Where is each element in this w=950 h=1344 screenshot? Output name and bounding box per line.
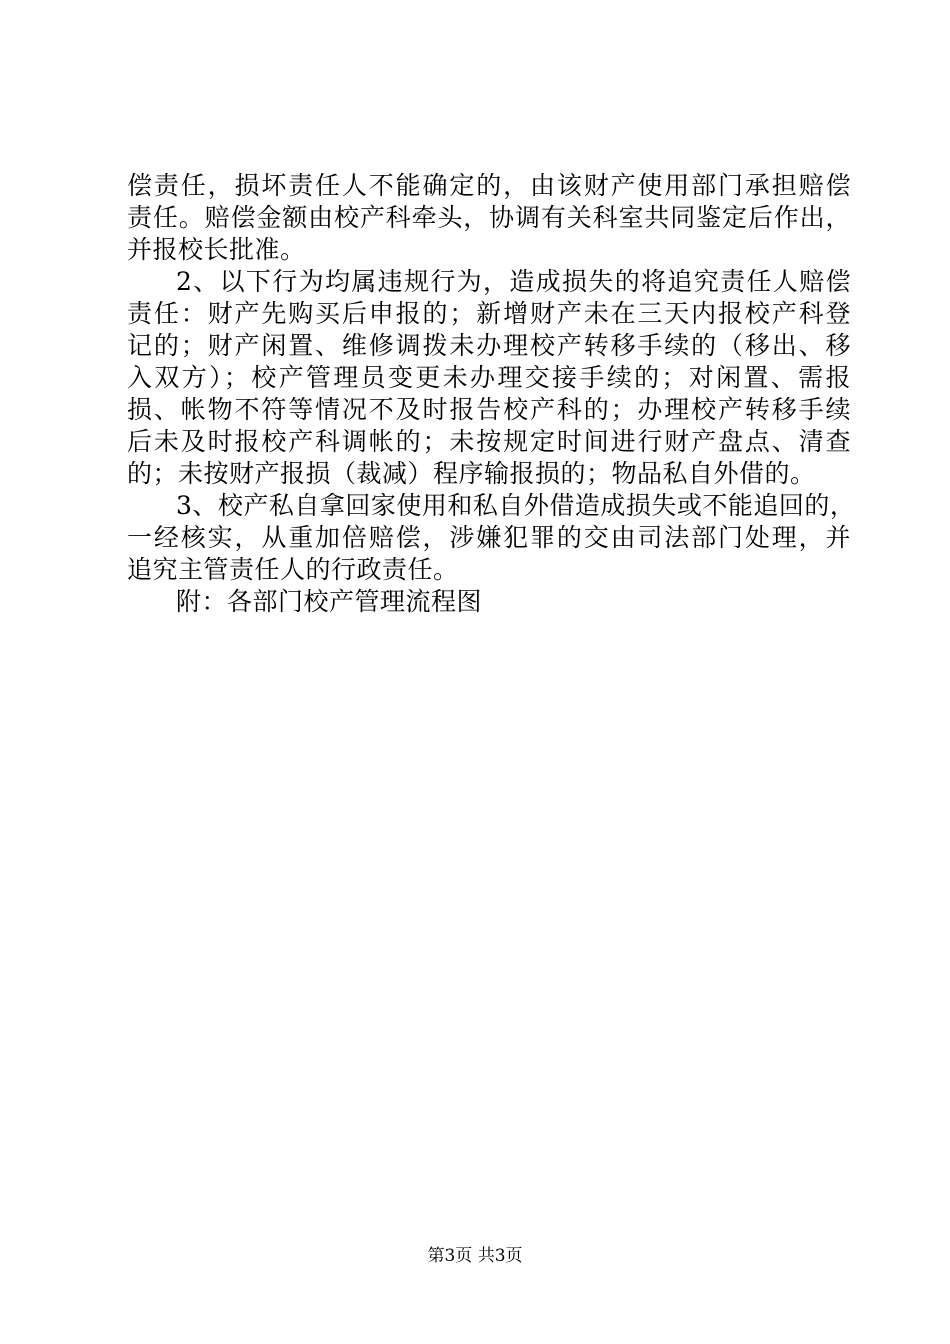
text-line: 入双方）；校产管理员变更未办理交接手续的；对闲置、需报 — [127, 363, 851, 392]
text-line: 一经核实，从重加倍赔偿，涉嫌犯罪的交由司法部门处理，并 — [127, 523, 851, 552]
text-line: 记的；财产闲置、维修调拨未办理校产转移手续的（移出、移 — [127, 331, 851, 360]
text-line: 追究主管责任人的行政责任。 — [127, 555, 459, 584]
page-number-footer: 第3页 共3页 — [427, 1246, 523, 1266]
text-line: 的；未按财产报损（裁减）程序输报损的；物品私自外借的。 — [127, 459, 816, 488]
text-line: 2、以下行为均属违规行为，造成损失的将追究责任人赔偿 — [176, 267, 851, 296]
paragraph-continued — [127, 170, 851, 266]
paragraph-item-2 — [127, 266, 851, 490]
text-line: 责任。赔偿金额由校产科牵头，协调有关科室共同鉴定后作出， — [127, 203, 851, 232]
text-line: 附：各部门校产管理流程图 — [176, 587, 483, 616]
text-line: 损、帐物不符等情况不及时报告校产科的；办理校产转移手续 — [127, 395, 851, 424]
text-line: 后未及时报校产科调帐的；未按规定时间进行财产盘点、清查 — [127, 427, 851, 456]
text-line: 并报校长批准。 — [127, 235, 306, 264]
text-line: 责任：财产先购买后申报的；新增财产未在三天内报校产科登 — [127, 299, 851, 328]
text-line: 3、校产私自拿回家使用和私自外借造成损失或不能追回的， — [176, 491, 856, 520]
paragraph-attachment — [127, 586, 851, 618]
text-line: 偿责任，损坏责任人不能确定的，由该财产使用部门承担赔偿 — [127, 171, 851, 200]
paragraph-item-3 — [127, 490, 856, 586]
document-body — [127, 170, 856, 618]
